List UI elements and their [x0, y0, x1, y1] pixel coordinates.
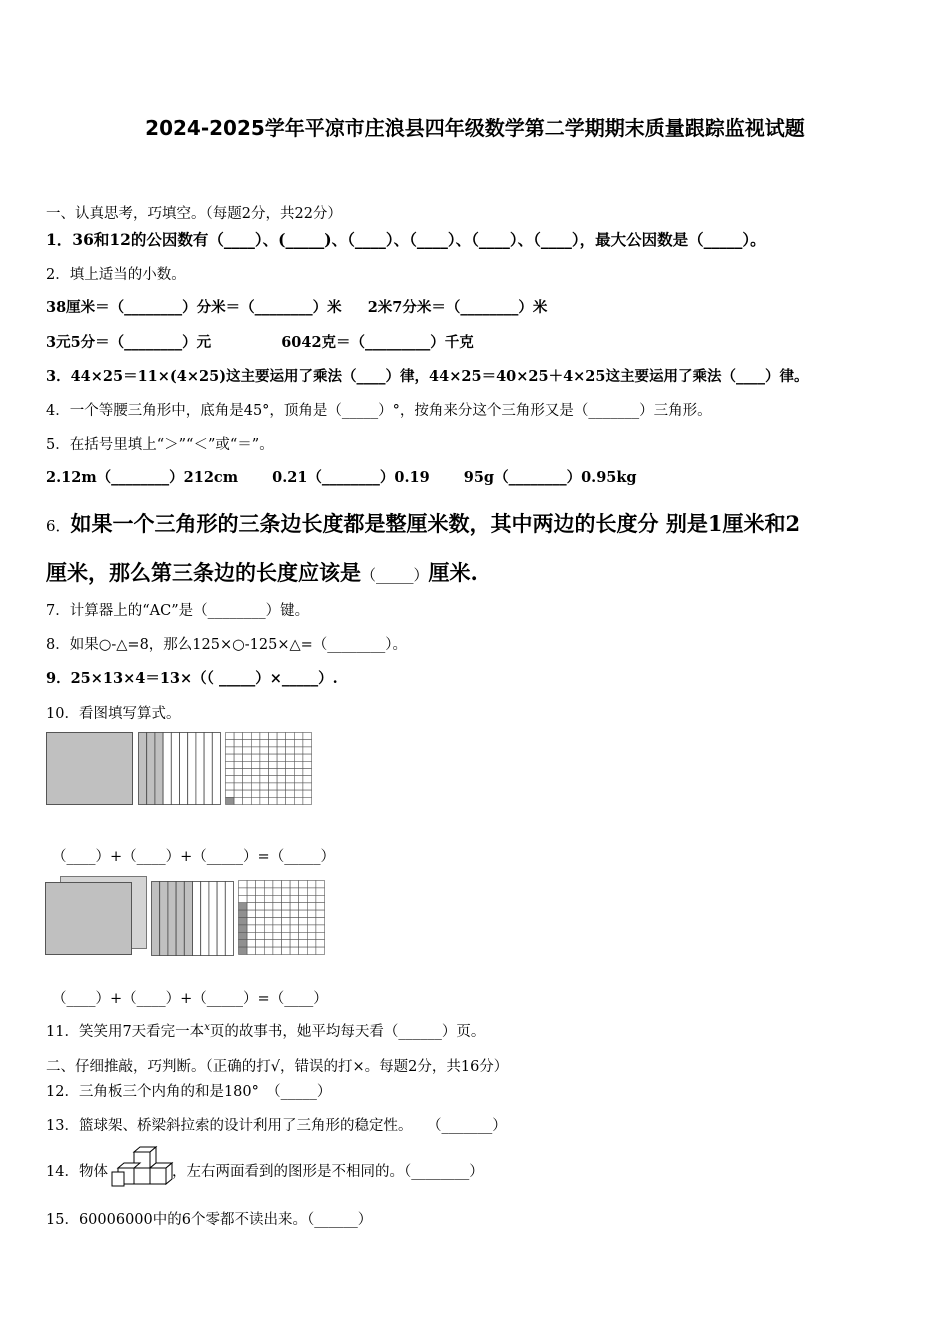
- hundredth-cell: [260, 761, 269, 768]
- hundredth-cell: [247, 910, 256, 917]
- hundredth-cell: [286, 783, 295, 790]
- hundredth-cell: [277, 754, 286, 761]
- hundredth-cell: [239, 888, 248, 895]
- hundredth-cell: [239, 947, 248, 954]
- hundredth-cell: [243, 754, 252, 761]
- hundredth-cell: [260, 747, 269, 754]
- hundredth-cell: [234, 754, 243, 761]
- question-5-items: [46, 466, 637, 487]
- hundredth-cell: [269, 747, 278, 754]
- tenth-strip: [176, 882, 184, 956]
- q14-text-b: ，左右两面看到的图形是不相同的。（________）: [171, 1164, 484, 1180]
- hundredth-cell: [251, 776, 260, 783]
- hundredth-cell: [299, 888, 308, 895]
- question-1: 1．36和12的公因数有（____）、(_____)、（____）、（____）、（____）、（____），最大公因数是（_____）。: [46, 230, 766, 249]
- hundredth-cell: [290, 932, 299, 939]
- hundredth-cell: [264, 888, 273, 895]
- hundredth-cell: [286, 747, 295, 754]
- hundredth-cell: [234, 790, 243, 797]
- hundredth-cell: [286, 733, 295, 740]
- hundredth-cell: [226, 761, 235, 768]
- hundredth-cell: [264, 925, 273, 932]
- tenths-figure-2: [151, 881, 237, 957]
- hundredth-cell: [251, 747, 260, 754]
- question-6-line-2: [46, 557, 478, 587]
- hundredth-cell: [286, 797, 295, 804]
- hundredth-cell: [260, 776, 269, 783]
- hundredth-cell: [234, 769, 243, 776]
- hundredth-cell: [290, 947, 299, 954]
- hundredth-cell: [264, 881, 273, 888]
- hundredth-cell: [256, 903, 265, 910]
- hundredth-cell: [277, 747, 286, 754]
- hundredth-cell: [247, 918, 256, 925]
- hundredth-cell: [299, 895, 308, 902]
- question-12: 12．三角板三个内角的和是180° （_____）: [46, 1084, 332, 1100]
- q2-weight-conversion: 6042克＝（_________）千克: [281, 334, 474, 351]
- question-2: 2．填上适当的小数。: [46, 267, 186, 283]
- hundredth-cell: [260, 769, 269, 776]
- hundredth-cell: [269, 733, 278, 740]
- hundredth-cell: [273, 925, 282, 932]
- q2-meter-conversion: 2米7分米＝（________）米: [367, 299, 548, 316]
- hundredth-cell: [260, 783, 269, 790]
- hundredths-figure-1: [225, 732, 315, 806]
- hundredth-cell: [226, 754, 235, 761]
- hundredth-cell: [307, 895, 316, 902]
- hundredth-cell: [303, 733, 312, 740]
- hundredth-cell: [264, 895, 273, 902]
- hundredth-cell: [256, 895, 265, 902]
- hundredth-cell: [247, 881, 256, 888]
- hundredth-cell: [290, 925, 299, 932]
- hundredth-cell: [277, 769, 286, 776]
- hundredth-cell: [273, 947, 282, 954]
- tenth-strip: [193, 882, 201, 956]
- tenth-strip: [168, 882, 176, 956]
- hundredth-cell: [243, 783, 252, 790]
- hundredth-cell: [294, 790, 303, 797]
- hundredth-cell: [299, 918, 308, 925]
- q14-text-a: 14．物体: [46, 1164, 108, 1180]
- question-15: 15．60006000中的6个零都不读出来。（______）: [46, 1212, 373, 1228]
- hundredth-cell: [243, 769, 252, 776]
- hundredth-cell: [256, 881, 265, 888]
- hundredth-cell: [307, 888, 316, 895]
- hundredth-cell: [299, 910, 308, 917]
- tenth-strip: [217, 882, 225, 956]
- hundredth-cell: [260, 740, 269, 747]
- hundredth-cell: [256, 918, 265, 925]
- hundredth-cell: [273, 918, 282, 925]
- question-4: 4．一个等腰三角形中，底角是45°，顶角是（_____）°，按角来分这个三角形又是（_______）三角形。: [46, 403, 712, 419]
- hundredth-cell: [239, 932, 248, 939]
- hundredths-figure-2: [238, 880, 328, 958]
- q6-text-b: 厘米，那么第三条边的长度应该是: [46, 560, 361, 585]
- question-2-line-1: [46, 296, 547, 317]
- hundredth-cell: [282, 947, 291, 954]
- hundredth-cell: [273, 895, 282, 902]
- hundredth-cell: [239, 895, 248, 902]
- q11-variable: x: [204, 1022, 210, 1034]
- hundredth-cell: [264, 910, 273, 917]
- hundredth-cell: [239, 925, 248, 932]
- hundredth-cell: [239, 903, 248, 910]
- hundredth-cell: [256, 932, 265, 939]
- hundredth-cell: [251, 769, 260, 776]
- hundredth-cell: [307, 925, 316, 932]
- q11-text-b: 页的故事书，她平均每天看（______）页。: [209, 1024, 486, 1040]
- hundredth-cell: [299, 947, 308, 954]
- hundredth-cell: [282, 910, 291, 917]
- hundredth-cell: [269, 797, 278, 804]
- hundredth-cell: [269, 769, 278, 776]
- tenth-strip: [196, 733, 204, 805]
- hundredth-cell: [226, 733, 235, 740]
- q11-text-a: 11．笑笑用7天看完一本: [46, 1024, 205, 1040]
- question-2-line-2: [46, 331, 474, 352]
- hundredth-cell: [269, 783, 278, 790]
- hundredth-cell: [239, 940, 248, 947]
- hundredth-cell: [277, 797, 286, 804]
- hundredth-cell: [286, 740, 295, 747]
- hundredth-cell: [286, 754, 295, 761]
- hundredth-cell: [226, 747, 235, 754]
- hundredth-cell: [303, 754, 312, 761]
- hundredth-cell: [260, 790, 269, 797]
- hundredth-cell: [234, 797, 243, 804]
- question-5: 5．在括号里填上“＞”“＜”或“＝”。: [46, 437, 274, 453]
- hundredth-cell: [251, 790, 260, 797]
- q5-compare-b: 0.21（________）0.19: [272, 469, 430, 486]
- hundredth-cell: [277, 776, 286, 783]
- section-2-heading: 二、仔细推敲，巧判断。（正确的打√，错误的打×。每题2分，共16分）: [46, 1059, 509, 1075]
- tenth-strip: [155, 733, 163, 805]
- question-6-line-1: [46, 508, 800, 538]
- tenth-strip: [171, 733, 179, 805]
- hundredth-cell: [247, 932, 256, 939]
- hundredth-cell: [243, 761, 252, 768]
- hundredth-cell: [307, 932, 316, 939]
- hundredth-cell: [243, 790, 252, 797]
- hundredth-cell: [273, 932, 282, 939]
- hundredth-cell: [264, 947, 273, 954]
- hundredth-cell: [251, 761, 260, 768]
- hundredth-cell: [226, 740, 235, 747]
- hundredth-cell: [290, 881, 299, 888]
- hundredth-cell: [316, 881, 325, 888]
- hundredth-cell: [269, 761, 278, 768]
- hundredth-cell: [269, 790, 278, 797]
- hundredth-cell: [234, 776, 243, 783]
- hundredth-cell: [239, 881, 248, 888]
- hundredth-cell: [247, 888, 256, 895]
- hundredth-cell: [269, 740, 278, 747]
- hundredth-cell: [307, 903, 316, 910]
- question-13: 13．篮球架、桥梁斜拉索的设计利用了三角形的稳定性。 （_______）: [46, 1118, 507, 1134]
- hundredth-cell: [251, 797, 260, 804]
- hundredth-cell: [299, 881, 308, 888]
- tenth-strip: [180, 733, 188, 805]
- hundredth-cell: [303, 761, 312, 768]
- tenth-strip: [188, 733, 196, 805]
- hundredth-cell: [303, 740, 312, 747]
- hundredth-cell: [316, 895, 325, 902]
- hundredth-cell: [256, 940, 265, 947]
- hundredth-cell: [303, 776, 312, 783]
- hundredth-cell: [282, 881, 291, 888]
- hundredth-cell: [290, 910, 299, 917]
- tenth-strip: [225, 882, 233, 956]
- tenth-strip: [212, 733, 220, 805]
- hundredth-cell: [307, 918, 316, 925]
- hundredth-cell: [226, 769, 235, 776]
- hundredth-cell: [251, 740, 260, 747]
- hundredth-cell: [299, 925, 308, 932]
- hundredth-cell: [303, 783, 312, 790]
- hundredth-cell: [226, 776, 235, 783]
- hundredth-cell: [290, 888, 299, 895]
- hundredth-cell: [273, 881, 282, 888]
- hundredth-cell: [234, 747, 243, 754]
- question-11: [46, 1020, 485, 1041]
- hundredth-cell: [303, 769, 312, 776]
- hundredth-cell: [303, 747, 312, 754]
- tenth-strip: [209, 882, 217, 956]
- hundredth-cell: [282, 925, 291, 932]
- hundredth-cell: [282, 940, 291, 947]
- hundredth-cell: [282, 932, 291, 939]
- equation-1: （____）+（____）+（_____）=（_____）: [52, 849, 335, 865]
- hundredth-cell: [277, 733, 286, 740]
- hundredth-cell: [307, 947, 316, 954]
- hundredth-cell: [316, 925, 325, 932]
- hundredth-cell: [251, 754, 260, 761]
- hundredth-cell: [282, 918, 291, 925]
- hundredth-cell: [269, 776, 278, 783]
- cube-stack-icon: [108, 1144, 178, 1190]
- tenth-strip: [201, 882, 209, 956]
- full-square-figure-1: [46, 732, 136, 806]
- hundredth-cell: [273, 940, 282, 947]
- hundredth-cell: [316, 947, 325, 954]
- hundredth-cell: [226, 797, 235, 804]
- q2-money-conversion: 3元5分＝（________）元: [46, 334, 212, 351]
- hundredth-cell: [294, 733, 303, 740]
- q6-text-a: 如果一个三角形的三条边长度都是整厘米数，其中两边的长度分 别是1厘米和2: [70, 511, 801, 536]
- hundredth-cell: [260, 797, 269, 804]
- hundredth-cell: [290, 903, 299, 910]
- hundredth-cell: [234, 761, 243, 768]
- hundredth-cell: [247, 925, 256, 932]
- hundredth-cell: [247, 895, 256, 902]
- hundredth-cell: [294, 740, 303, 747]
- hundredth-cell: [243, 740, 252, 747]
- hundredth-cell: [256, 888, 265, 895]
- hundredth-cell: [294, 783, 303, 790]
- hundredth-cell: [247, 947, 256, 954]
- hundredth-cell: [303, 790, 312, 797]
- tenth-strip: [152, 882, 160, 956]
- hundredth-cell: [294, 754, 303, 761]
- hundredth-cell: [294, 747, 303, 754]
- hundredth-cell: [307, 940, 316, 947]
- hundredth-cell: [247, 903, 256, 910]
- hundredth-cell: [226, 790, 235, 797]
- hundredth-cell: [286, 769, 295, 776]
- hundredth-cell: [247, 940, 256, 947]
- hundredth-cell: [273, 903, 282, 910]
- question-3: 3．44×25＝11×(4×25)这主要运用了乘法（____）律，44×25＝40×25＋4×25这主要运用了乘法（____）律。: [46, 368, 809, 385]
- hundredth-cell: [299, 932, 308, 939]
- hundredth-cell: [316, 932, 325, 939]
- hundredth-cell: [277, 790, 286, 797]
- hundredth-cell: [299, 903, 308, 910]
- hundredth-cell: [243, 733, 252, 740]
- hundredth-cell: [256, 910, 265, 917]
- hundredth-cell: [286, 776, 295, 783]
- full-square-figure-2: [44, 874, 150, 958]
- hundredth-cell: [299, 940, 308, 947]
- hundredth-cell: [277, 761, 286, 768]
- hundredth-cell: [234, 740, 243, 747]
- tenth-strip: [163, 733, 171, 805]
- hundredth-cell: [294, 761, 303, 768]
- hundredth-cell: [282, 888, 291, 895]
- hundredth-cell: [273, 888, 282, 895]
- hundredth-cell: [251, 783, 260, 790]
- hundredth-cell: [316, 903, 325, 910]
- tenth-strip: [147, 733, 155, 805]
- q6-number: 6．: [46, 517, 71, 535]
- question-10: 10．看图填写算式。: [46, 706, 181, 722]
- hundredth-cell: [269, 754, 278, 761]
- hundredth-cell: [260, 733, 269, 740]
- equation-2: （____）+（____）+（_____）=（____）: [52, 991, 328, 1007]
- tenth-strip: [184, 882, 192, 956]
- hundredth-cell: [316, 910, 325, 917]
- hundredth-cell: [243, 776, 252, 783]
- hundredth-cell: [290, 918, 299, 925]
- q6-text-c: 厘米.: [428, 560, 478, 585]
- q5-compare-c: 95g（________）0.95kg: [463, 469, 637, 486]
- q2-length-conversion: 38厘米＝（________）分米＝（________）米: [46, 299, 342, 316]
- hundredth-cell: [307, 910, 316, 917]
- hundredth-cell: [286, 790, 295, 797]
- hundredth-cell: [264, 918, 273, 925]
- hundredth-cell: [226, 783, 235, 790]
- hundredth-cell: [243, 747, 252, 754]
- tenth-strip: [204, 733, 212, 805]
- hundredth-cell: [260, 754, 269, 761]
- hundredth-cell: [277, 783, 286, 790]
- hundredth-cell: [264, 940, 273, 947]
- hundredth-cell: [303, 797, 312, 804]
- hundredth-cell: [282, 895, 291, 902]
- hundredth-cell: [273, 910, 282, 917]
- tenth-strip: [160, 882, 168, 956]
- section-1-heading: 一、认真思考，巧填空。（每题2分，共22分）: [46, 206, 342, 222]
- hundredth-cell: [256, 947, 265, 954]
- hundredth-cell: [251, 733, 260, 740]
- hundredth-cell: [239, 918, 248, 925]
- hundredth-cell: [286, 761, 295, 768]
- hundredth-cell: [234, 783, 243, 790]
- q6-blank: （_____）: [361, 566, 429, 584]
- hundredth-cell: [264, 932, 273, 939]
- hundredth-cell: [256, 925, 265, 932]
- hundredth-cell: [316, 940, 325, 947]
- tenth-strip: [139, 733, 147, 805]
- hundredth-cell: [307, 881, 316, 888]
- question-9: 9．25×13×4＝13×（（ _____）×_____）.: [46, 670, 338, 687]
- hundredth-cell: [290, 895, 299, 902]
- hundredth-cell: [316, 918, 325, 925]
- hundredth-cell: [282, 903, 291, 910]
- q5-compare-a: 2.12m（________）212cm: [46, 469, 239, 486]
- hundredth-cell: [277, 740, 286, 747]
- question-7: 7．计算器上的“AC”是（________）键。: [46, 603, 310, 619]
- page-title: 2024-2025学年平凉市庄浪县四年级数学第二学期期末质量跟踪监视试题: [145, 116, 805, 140]
- hundredth-cell: [294, 797, 303, 804]
- hundredth-cell: [290, 940, 299, 947]
- hundredth-cell: [316, 888, 325, 895]
- hundredth-cell: [234, 733, 243, 740]
- hundredth-cell: [294, 769, 303, 776]
- hundredth-cell: [294, 776, 303, 783]
- tenths-figure-1: [138, 732, 224, 806]
- hundredth-cell: [243, 797, 252, 804]
- hundredth-cell: [239, 910, 248, 917]
- hundredth-cell: [264, 903, 273, 910]
- question-8: 8．如果○-△=8，那么125×○-125×△=（________）。: [46, 637, 408, 653]
